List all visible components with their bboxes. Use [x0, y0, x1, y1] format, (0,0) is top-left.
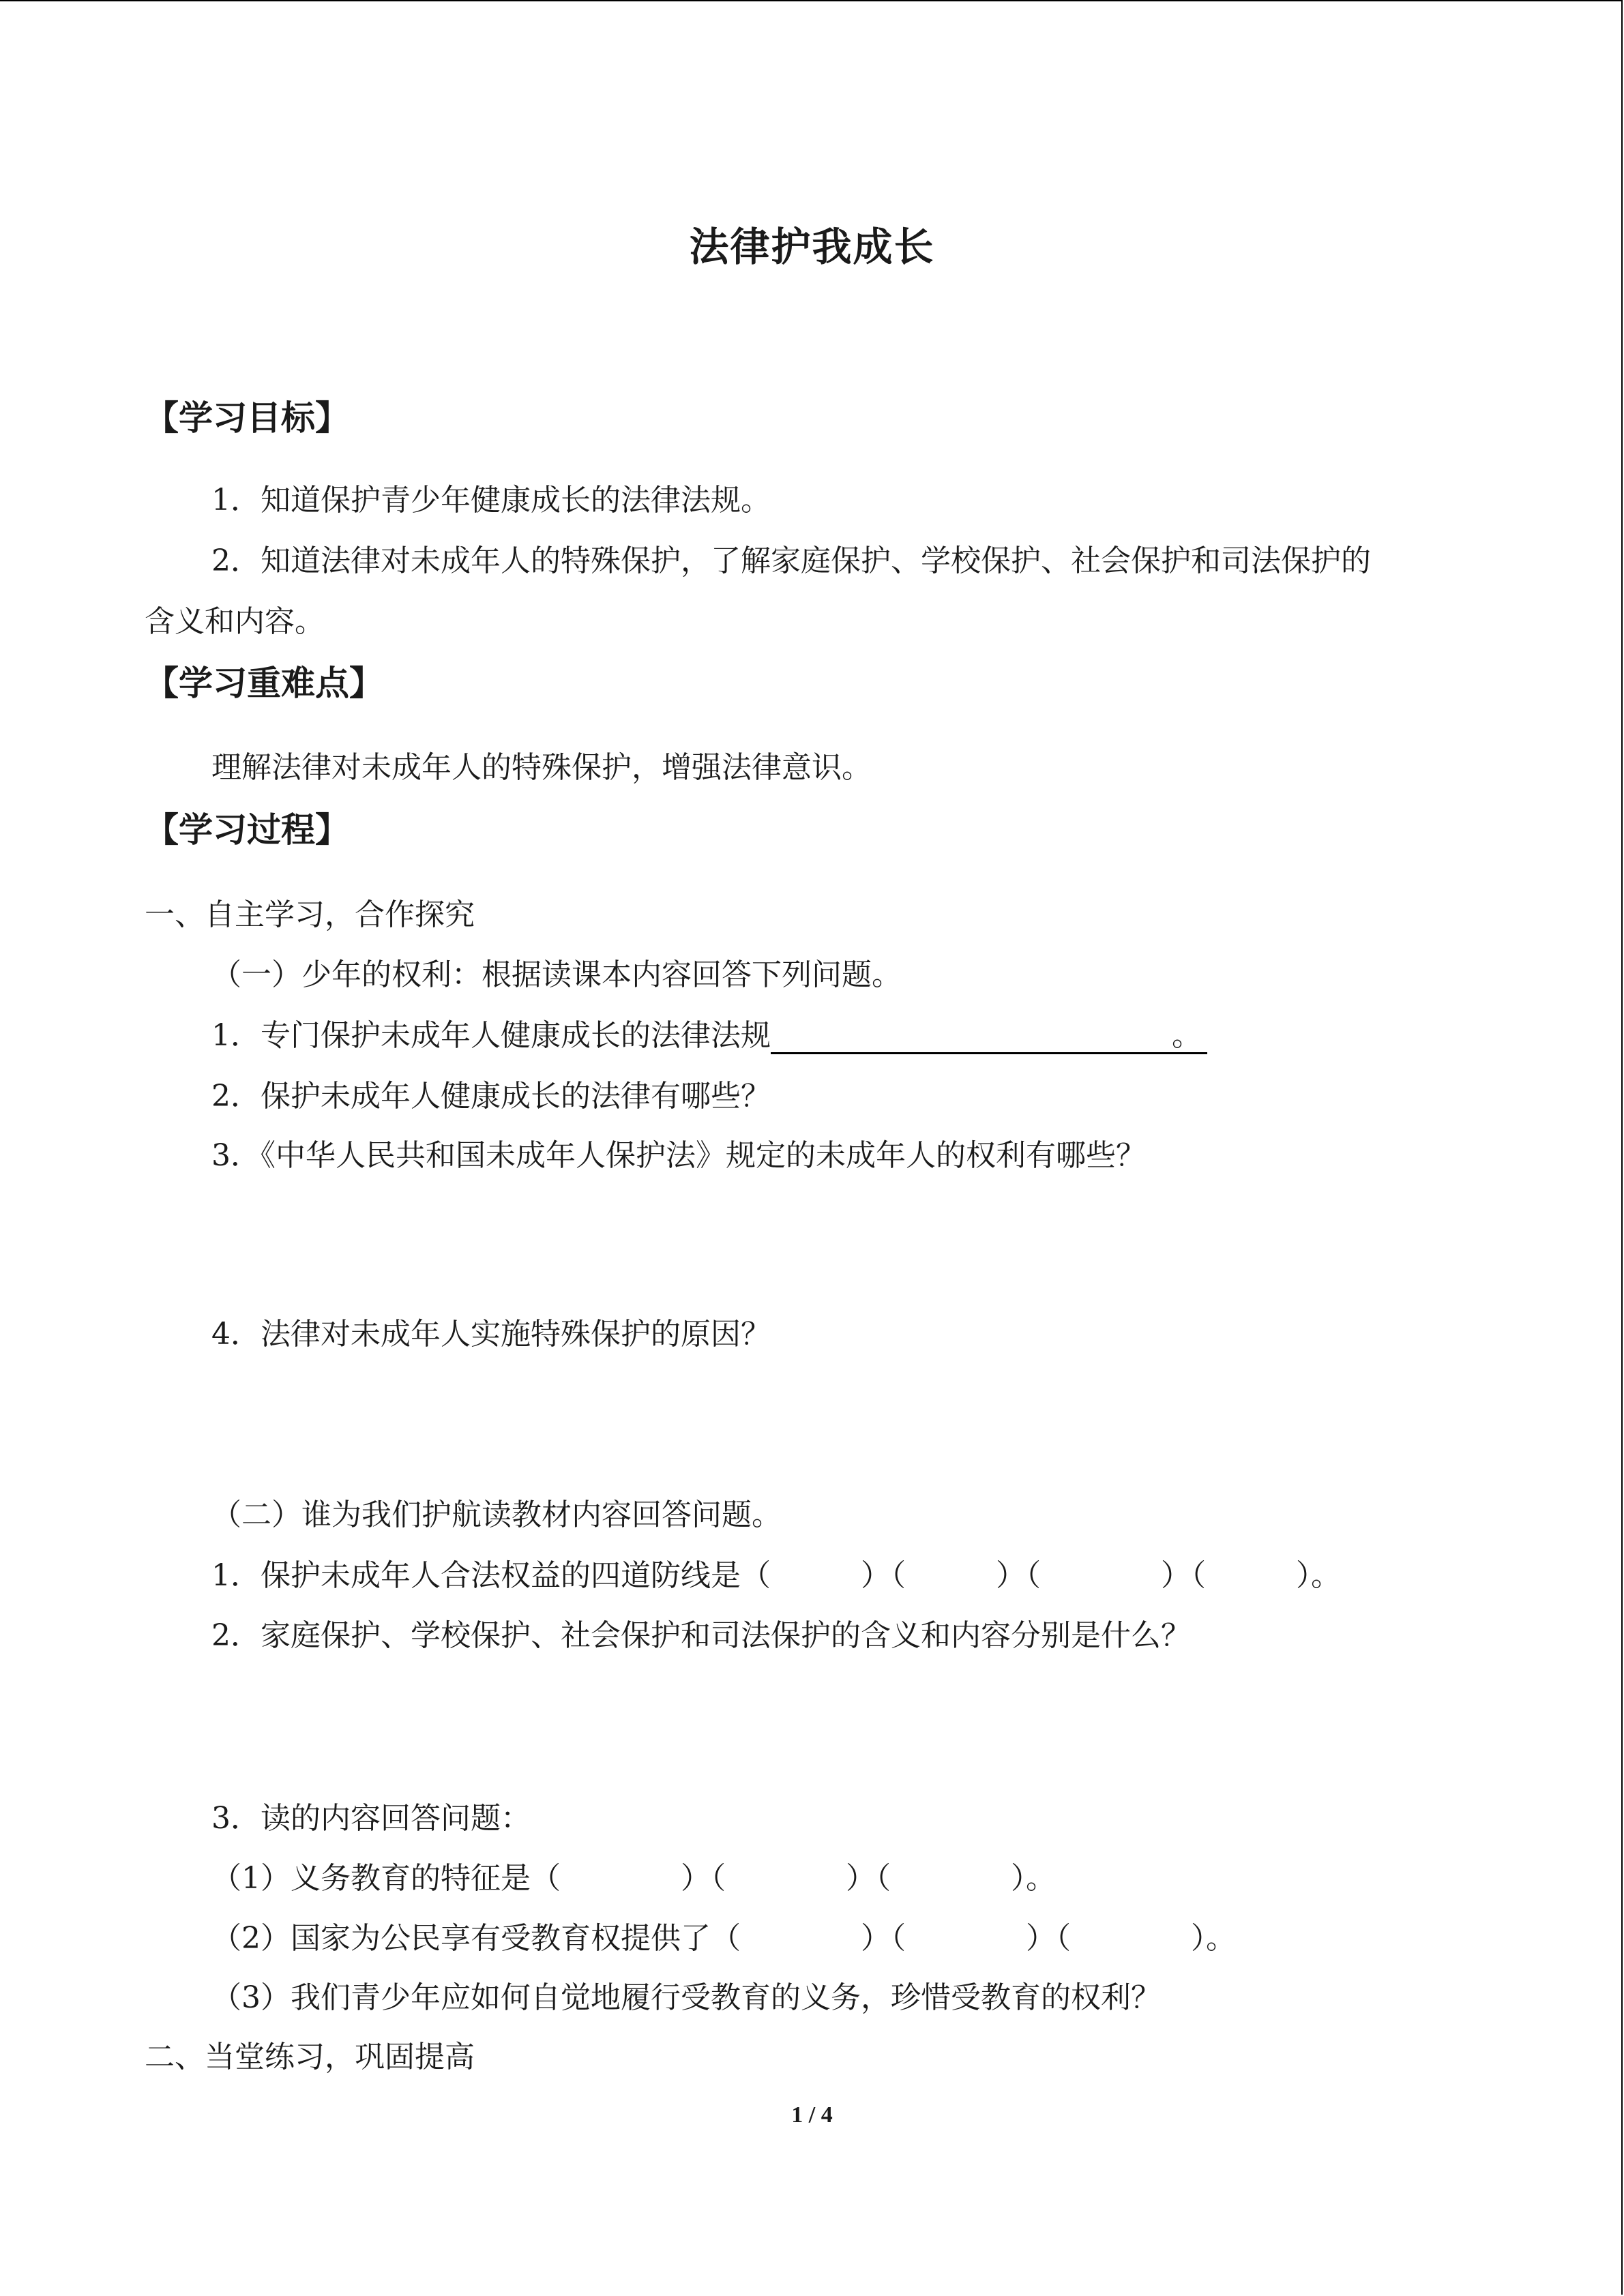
page-number: 1 / 4 — [791, 2102, 833, 2128]
sub1-question-1-end: 。 — [1172, 1018, 1202, 1053]
sub2-question-1: 1．保护未成年人合法权益的四道防线是（ ）（ ）（ ）（ ）。 — [211, 1558, 1341, 1593]
section-heading-key-points: 【学习重难点】 — [145, 664, 383, 703]
sub1-title: （一）少年的权利：根据读课本内容回答下列问题。 — [211, 957, 902, 992]
fill-in-blank[interactable] — [771, 1022, 1207, 1054]
sub1-question-2: 2．保护未成年人健康成长的法律有哪些？ — [211, 1079, 771, 1114]
page-title: 法律护我成长 — [689, 224, 935, 270]
sub1-question-1 — [211, 1011, 1202, 1054]
section-heading-goals: 【学习目标】 — [145, 398, 349, 438]
part2-title: 二、当堂练习，巩固提高 — [145, 2040, 475, 2074]
goal-item-1: 1．知道保护青少年健康成长的法律法规。 — [211, 483, 771, 518]
sub2-question-3: 3．读的内容回答问题： — [211, 1801, 531, 1836]
sub2-question-3-1: （1）义务教育的特征是（ ）（ ）（ ）。 — [211, 1861, 1056, 1896]
sub2-question-3-3: （3）我们青少年应如何自觉地履行受教育的义务，珍惜受教育的权利？ — [211, 1980, 1161, 2015]
sub2-question-3-2: （2）国家为公民享有受教育权提供了（ ）（ ）（ ）。 — [211, 1921, 1236, 1956]
sub1-question-3: 3．《中华人民共和国未成年人保护法》规定的未成年人的权利有哪些？ — [211, 1138, 1146, 1173]
goal-item-2-line-2: 含义和内容。 — [145, 604, 325, 639]
section-heading-process: 【学习过程】 — [145, 810, 349, 850]
sub1-question-1-text: 1．专门保护未成年人健康成长的法律法规 — [211, 1018, 771, 1053]
part1-title: 一、自主学习，合作探究 — [145, 897, 475, 932]
sub1-question-4: 4．法律对未成年人实施特殊保护的原因？ — [211, 1317, 771, 1352]
sub2-title: （二）谁为我们护航读教材内容回答问题。 — [211, 1497, 782, 1532]
sub2-question-2: 2．家庭保护、学校保护、社会保护和司法保护的含义和内容分别是什么？ — [211, 1618, 1191, 1653]
key-points-text: 理解法律对未成年人的特殊保护，增强法律意识。 — [211, 750, 872, 785]
goal-item-2-line-1: 2．知道法律对未成年人的特殊保护，了解家庭保护、学校保护、社会保护和司法保护的 — [211, 543, 1371, 578]
